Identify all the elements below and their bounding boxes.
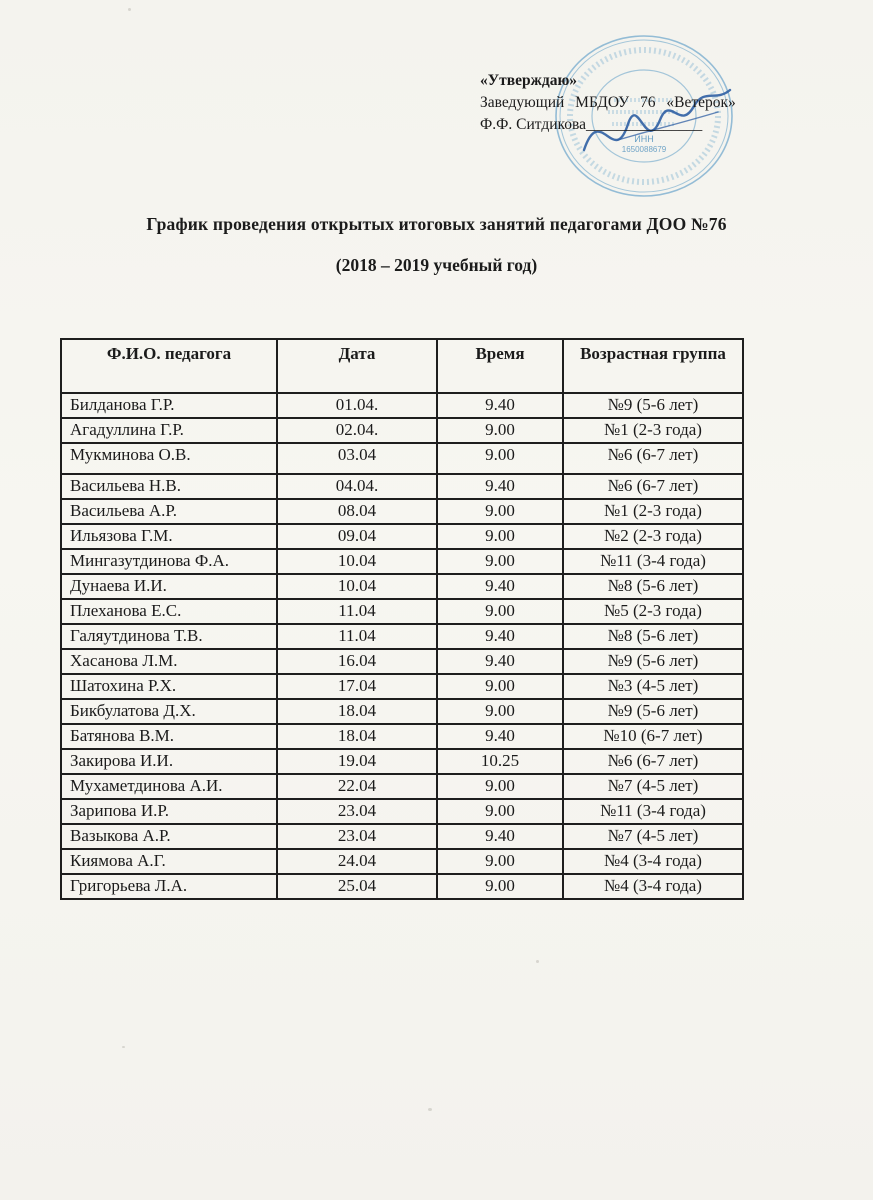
teacher-name-cell: Григорьева Л.А. bbox=[61, 874, 277, 899]
header-cell-date: Дата bbox=[277, 339, 437, 393]
teacher-name-cell: Дунаева И.И. bbox=[61, 574, 277, 599]
time-cell: 9.00 bbox=[437, 849, 563, 874]
time-cell: 9.40 bbox=[437, 624, 563, 649]
date-cell: 16.04 bbox=[277, 649, 437, 674]
teacher-name-cell: Бикбулатова Д.Х. bbox=[61, 699, 277, 724]
table-row bbox=[61, 774, 743, 799]
table-row bbox=[61, 393, 743, 418]
time-cell: 9.40 bbox=[437, 574, 563, 599]
date-cell: 10.04 bbox=[277, 574, 437, 599]
table-row bbox=[61, 699, 743, 724]
table-row bbox=[61, 599, 743, 624]
scan-speck bbox=[536, 960, 539, 963]
time-cell: 9.00 bbox=[437, 524, 563, 549]
schedule-table bbox=[60, 338, 744, 900]
date-cell: 25.04 bbox=[277, 874, 437, 899]
teacher-name-cell: Билданова Г.Р. bbox=[61, 393, 277, 418]
teacher-name-cell: Васильева Н.В. bbox=[61, 474, 277, 499]
date-cell: 01.04. bbox=[277, 393, 437, 418]
group-cell: №2 (2-3 года) bbox=[563, 524, 743, 549]
teacher-name-cell: Зарипова И.Р. bbox=[61, 799, 277, 824]
table-row bbox=[61, 499, 743, 524]
teacher-name-cell: Мухаметдинова А.И. bbox=[61, 774, 277, 799]
group-cell: №7 (4-5 лет) bbox=[563, 774, 743, 799]
time-cell: 9.00 bbox=[437, 774, 563, 799]
group-cell: №8 (5-6 лет) bbox=[563, 624, 743, 649]
teacher-name-cell: Хасанова Л.М. bbox=[61, 649, 277, 674]
time-cell: 10.25 bbox=[437, 749, 563, 774]
table-header-row bbox=[61, 339, 743, 393]
header-cell-group: Возрастная группа bbox=[563, 339, 743, 393]
date-cell: 04.04. bbox=[277, 474, 437, 499]
group-cell: №1 (2-3 года) bbox=[563, 499, 743, 524]
group-cell: №9 (5-6 лет) bbox=[563, 649, 743, 674]
group-cell: №9 (5-6 лет) bbox=[563, 699, 743, 724]
table-row bbox=[61, 574, 743, 599]
time-cell: 9.40 bbox=[437, 474, 563, 499]
date-cell: 17.04 bbox=[277, 674, 437, 699]
date-cell: 18.04 bbox=[277, 699, 437, 724]
date-cell: 03.04 bbox=[277, 443, 437, 474]
header-cell-teacher: Ф.И.О. педагога bbox=[61, 339, 277, 393]
approval-position-line: Заведующий МБДОУ 76 «Ветерок» bbox=[480, 94, 736, 111]
date-cell: 18.04 bbox=[277, 724, 437, 749]
group-cell: №1 (2-3 года) bbox=[563, 418, 743, 443]
group-cell: №3 (4-5 лет) bbox=[563, 674, 743, 699]
teacher-name-cell: Мингазутдинова Ф.А. bbox=[61, 549, 277, 574]
time-cell: 9.00 bbox=[437, 799, 563, 824]
time-cell: 9.00 bbox=[437, 874, 563, 899]
group-cell: №11 (3-4 года) bbox=[563, 799, 743, 824]
group-cell: №6 (6-7 лет) bbox=[563, 474, 743, 499]
group-cell: №5 (2-3 года) bbox=[563, 599, 743, 624]
time-cell: 9.00 bbox=[437, 499, 563, 524]
table-body bbox=[61, 393, 743, 899]
group-cell: №6 (6-7 лет) bbox=[563, 749, 743, 774]
teacher-name-cell: Закирова И.И. bbox=[61, 749, 277, 774]
time-cell: 9.00 bbox=[437, 699, 563, 724]
date-cell: 24.04 bbox=[277, 849, 437, 874]
approval-block bbox=[480, 70, 790, 136]
table-row bbox=[61, 474, 743, 499]
time-cell: 9.00 bbox=[437, 418, 563, 443]
teacher-name-cell: Галяутдинова Т.В. bbox=[61, 624, 277, 649]
teacher-name-cell: Киямова А.Г. bbox=[61, 849, 277, 874]
table-row bbox=[61, 849, 743, 874]
table-row bbox=[61, 524, 743, 549]
date-cell: 11.04 bbox=[277, 599, 437, 624]
time-cell: 9.00 bbox=[437, 674, 563, 699]
scan-speck bbox=[122, 1046, 125, 1048]
table-row bbox=[61, 418, 743, 443]
date-cell: 23.04 bbox=[277, 799, 437, 824]
teacher-name-cell: Агадуллина Г.Р. bbox=[61, 418, 277, 443]
date-cell: 08.04 bbox=[277, 499, 437, 524]
approval-signature-line: Ф.Ф. Ситдикова_______________ bbox=[480, 116, 703, 133]
time-cell: 9.00 bbox=[437, 549, 563, 574]
date-cell: 22.04 bbox=[277, 774, 437, 799]
teacher-name-cell: Вазыкова А.Р. bbox=[61, 824, 277, 849]
teacher-name-cell: Шатохина Р.Х. bbox=[61, 674, 277, 699]
table-row bbox=[61, 749, 743, 774]
teacher-name-cell: Плеханова Е.С. bbox=[61, 599, 277, 624]
table-row bbox=[61, 649, 743, 674]
date-cell: 10.04 bbox=[277, 549, 437, 574]
teacher-name-cell: Батянова В.М. bbox=[61, 724, 277, 749]
group-cell: №7 (4-5 лет) bbox=[563, 824, 743, 849]
teacher-name-cell: Мукминова О.В. bbox=[61, 443, 277, 474]
group-cell: №6 (6-7 лет) bbox=[563, 443, 743, 474]
teacher-name-cell: Васильева А.Р. bbox=[61, 499, 277, 524]
teacher-name-cell: Ильязова Г.М. bbox=[61, 524, 277, 549]
date-cell: 11.04 bbox=[277, 624, 437, 649]
approval-title: «Утверждаю» bbox=[480, 72, 578, 89]
date-cell: 23.04 bbox=[277, 824, 437, 849]
date-cell: 09.04 bbox=[277, 524, 437, 549]
time-cell: 9.40 bbox=[437, 824, 563, 849]
group-cell: №11 (3-4 года) bbox=[563, 549, 743, 574]
group-cell: №9 (5-6 лет) bbox=[563, 393, 743, 418]
group-cell: №4 (3-4 года) bbox=[563, 874, 743, 899]
group-cell: №10 (6-7 лет) bbox=[563, 724, 743, 749]
table-row bbox=[61, 799, 743, 824]
group-cell: №4 (3-4 года) bbox=[563, 849, 743, 874]
page-subtitle: (2018 – 2019 учебный год) bbox=[335, 255, 538, 275]
table-row bbox=[61, 724, 743, 749]
table-row bbox=[61, 674, 743, 699]
table-row bbox=[61, 824, 743, 849]
time-cell: 9.40 bbox=[437, 649, 563, 674]
time-cell: 9.40 bbox=[437, 724, 563, 749]
time-cell: 9.40 bbox=[437, 393, 563, 418]
page-title: График проведения открытых итоговых занятий педагогами ДОО №76 bbox=[146, 214, 727, 234]
scan-speck bbox=[428, 1108, 432, 1111]
table-row bbox=[61, 549, 743, 574]
scan-speck bbox=[128, 8, 131, 11]
stamp-inn-label: ИНН bbox=[634, 134, 654, 144]
stamp-inn-number: 1650088679 bbox=[621, 145, 667, 154]
table-row bbox=[61, 443, 743, 474]
time-cell: 9.00 bbox=[437, 599, 563, 624]
table-row bbox=[61, 624, 743, 649]
date-cell: 02.04. bbox=[277, 418, 437, 443]
table-row bbox=[61, 874, 743, 899]
header-cell-time: Время bbox=[437, 339, 563, 393]
date-cell: 19.04 bbox=[277, 749, 437, 774]
group-cell: №8 (5-6 лет) bbox=[563, 574, 743, 599]
time-cell: 9.00 bbox=[437, 443, 563, 474]
